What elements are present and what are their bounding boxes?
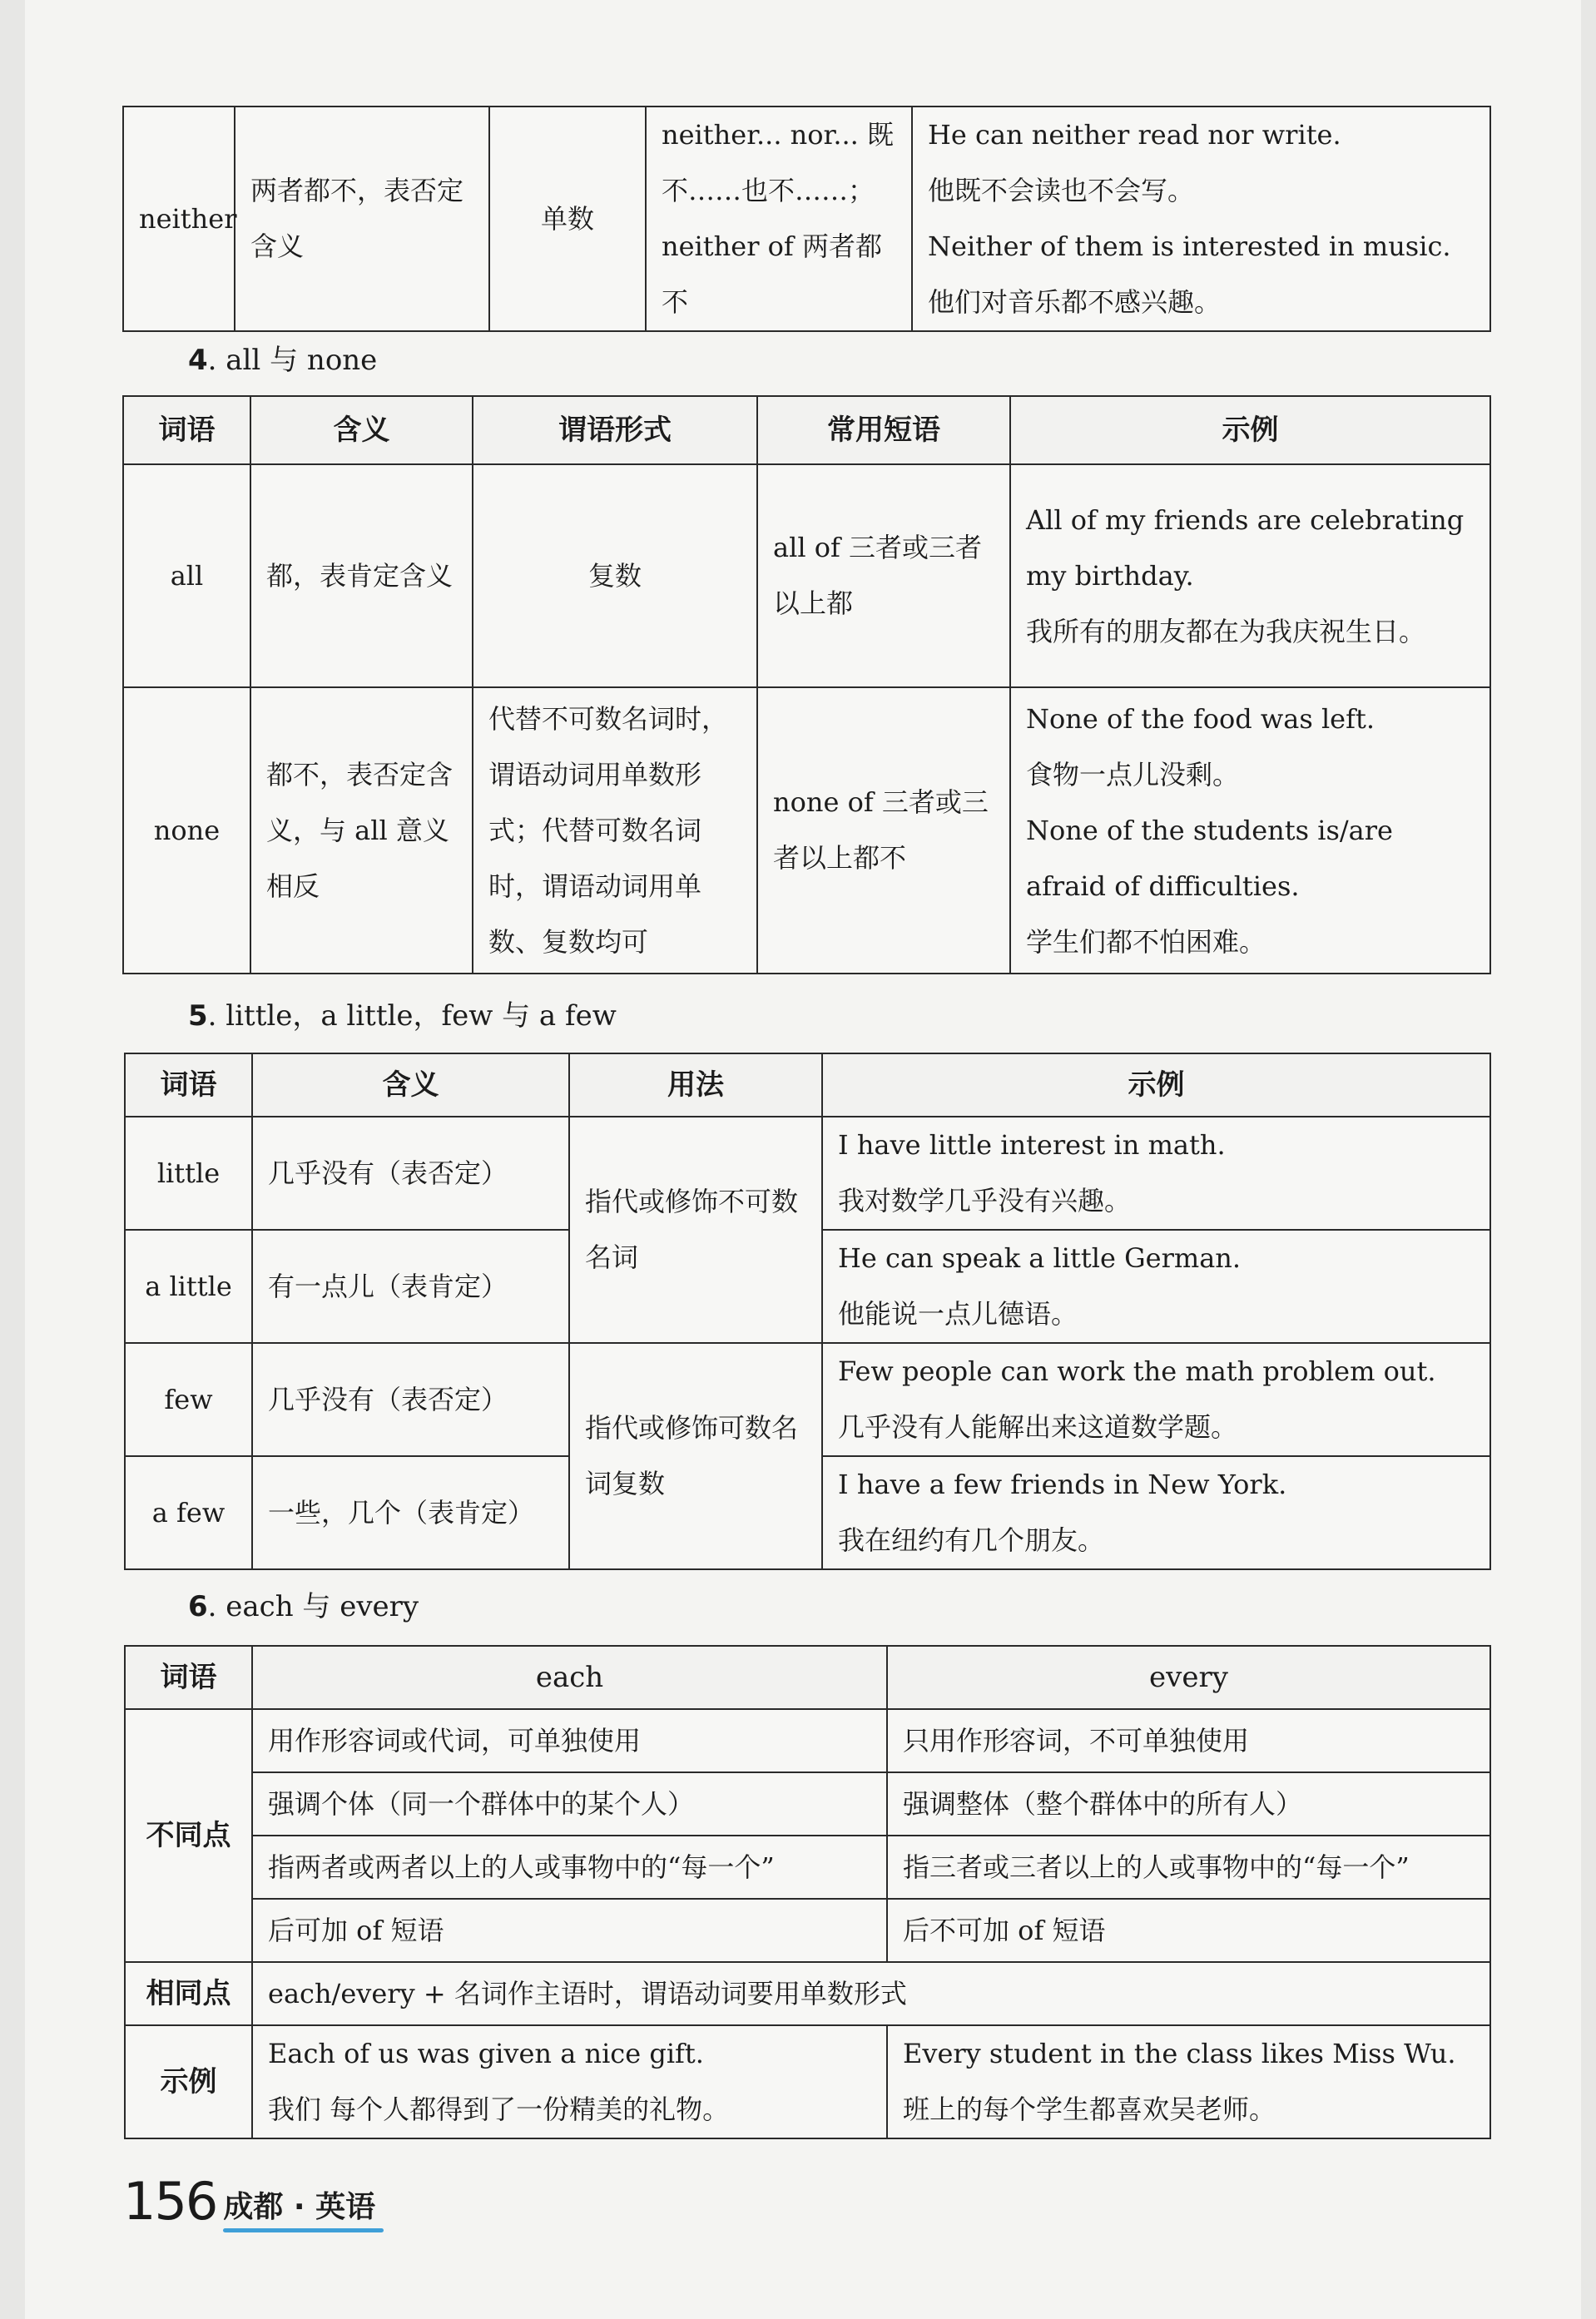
phrase-line: neither of 两者都不 [662,230,882,318]
example-line: 食物一点儿没剩。 [1026,758,1240,790]
example-line: He can speak a little German. [838,1242,1242,1274]
little-few-table [124,1053,1491,1570]
header-cell: 词语 [125,1646,252,1709]
table-row [125,1772,1490,1836]
each-cell: 强调个体（同一个群体中的某个人） [252,1772,887,1836]
section-title: . little，a little，few 与 a few [207,999,617,1033]
each-cell: 用作形容词或代词，可单独使用 [252,1709,887,1772]
phrase-line: neither... nor... 既不……也不……； [662,119,895,206]
form-cell: 单数 [489,107,646,331]
table-row [125,1343,1490,1456]
example-line: 几乎没有人能解出来这道数学题。 [838,1411,1238,1443]
every-cell: 后不可加 of 短语 [887,1899,1490,1962]
example-line: 班上的每个学生都喜欢吴老师。 [903,2094,1276,2125]
form-cell: 代替不可数名词时，谓语动词用单数形式；代替可数名词时，谓语动词用单数、复数均可 [473,687,757,974]
section-4-heading [188,344,377,377]
form-cell: 复数 [473,464,757,687]
section-number: 6 [188,1590,208,1623]
header-cell: 词语 [125,1053,252,1117]
section-number: 5 [188,999,208,1033]
section-title: . each 与 every [207,1590,419,1623]
example-label-cell: 示例 [125,2025,252,2138]
word-cell: none [123,687,250,974]
meaning-cell: 几乎没有（表否定） [252,1117,569,1230]
table-row [125,2025,1490,2138]
example-line: 他能说一点儿德语。 [838,1298,1078,1330]
word-cell: all [123,464,250,687]
same-cell: each/every + 名词作主语时，谓语动词要用单数形式 [252,1962,1490,2025]
every-example-cell [887,2025,1490,2138]
table-row [123,464,1490,687]
section-5-heading [188,999,617,1033]
example-line: Few people can work the math problem out. [838,1355,1436,1387]
example-cell [822,1456,1490,1569]
table-row [125,1899,1490,1962]
table-row [125,1962,1490,2025]
section-title: . all 与 none [207,344,378,377]
example-line: 学生们都不怕困难。 [1026,925,1266,958]
table-row [125,1836,1490,1899]
header-cell: 词语 [123,396,250,464]
table-row [123,107,1490,331]
each-cell: 指两者或两者以上的人或事物中的“每一个” [252,1836,887,1899]
phrase-cell: all of 三者或三者以上都 [757,464,1010,687]
header-row [125,1053,1490,1117]
example-line: Neither of them is interested in music. [928,230,1451,262]
word-cell: few [125,1343,252,1456]
header-cell: 用法 [569,1053,822,1117]
header-cell: every [887,1646,1490,1709]
example-line: 我所有的朋友都在为我庆祝生日。 [1026,615,1426,647]
usage-cell: 指代或修饰可数名词复数 [569,1343,822,1569]
table-row [125,1117,1490,1230]
example-cell [912,107,1490,331]
example-line: 我在纽约有几个朋友。 [838,1524,1105,1556]
example-line: None of the food was left. [1026,702,1375,735]
usage-cell: 指代或修饰不可数名词 [569,1117,822,1343]
each-cell: 后可加 of 短语 [252,1899,887,1962]
header-row [125,1646,1490,1709]
header-cell: 示例 [1010,396,1490,464]
meaning-cell: 一些，几个（表肯定） [252,1456,569,1569]
example-cell [822,1343,1490,1456]
example-line: Each of us was given a nice gift. [268,2038,704,2069]
example-line: He can neither read nor write. [928,119,1341,151]
example-cell [1010,687,1490,974]
word-cell: a little [125,1230,252,1343]
meaning-cell: 都不，表否定含义，与 all 意义相反 [250,687,473,974]
example-line: 我对数学几乎没有兴趣。 [838,1185,1132,1216]
neither-table [122,106,1491,332]
table-row [125,1709,1490,1772]
example-line: All of my friends are celebrating my birthday. [1026,503,1465,592]
page-footer [123,2171,376,2232]
meaning-cell: 几乎没有（表否定） [252,1343,569,1456]
each-every-table [124,1645,1491,2139]
phrase-cell [646,107,912,331]
example-cell [822,1230,1490,1343]
diff-label-cell: 不同点 [125,1709,252,1962]
example-cell [822,1117,1490,1230]
example-cell [1010,464,1490,687]
header-cell: 谓语形式 [473,396,757,464]
meaning-cell: 都，表肯定含义 [250,464,473,687]
example-line: 他既不会读也不会写。 [928,175,1195,206]
word-cell: little [125,1117,252,1230]
same-label-cell: 相同点 [125,1962,252,2025]
header-cell: 含义 [252,1053,569,1117]
word-cell: a few [125,1456,252,1569]
every-cell: 强调整体（整个群体中的所有人） [887,1772,1490,1836]
page-number: 156 [123,2171,217,2232]
meaning-cell: 有一点儿（表肯定） [252,1230,569,1343]
meaning-cell: 两者都不，表否定含义 [235,107,489,331]
section-number: 4 [188,344,208,377]
example-line: 他们对音乐都不感兴趣。 [928,286,1222,318]
example-line: I have little interest in math. [838,1129,1226,1161]
every-cell: 只用作形容词，不可单独使用 [887,1709,1490,1772]
every-cell: 指三者或三者以上的人或事物中的“每一个” [887,1836,1490,1899]
book-title: 成都 · 英语 [223,2190,376,2224]
header-cell: 含义 [250,396,473,464]
example-line: I have a few friends in New York. [838,1469,1287,1500]
all-none-table [122,395,1491,974]
phrase-cell: none of 三者或三者以上都不 [757,687,1010,974]
example-line: None of the students is/are afraid of difficulties. [1026,814,1393,902]
header-cell: each [252,1646,887,1709]
header-row [123,396,1490,464]
header-cell: 示例 [822,1053,1490,1117]
each-example-cell [252,2025,887,2138]
table-row [123,687,1490,974]
example-line: Every student in the class likes Miss Wu. [903,2038,1456,2069]
header-cell: 常用短语 [757,396,1010,464]
word-cell: neither [123,107,235,331]
example-line: 我们 每个人都得到了一份精美的礼物。 [268,2094,730,2125]
section-6-heading [188,1590,419,1623]
